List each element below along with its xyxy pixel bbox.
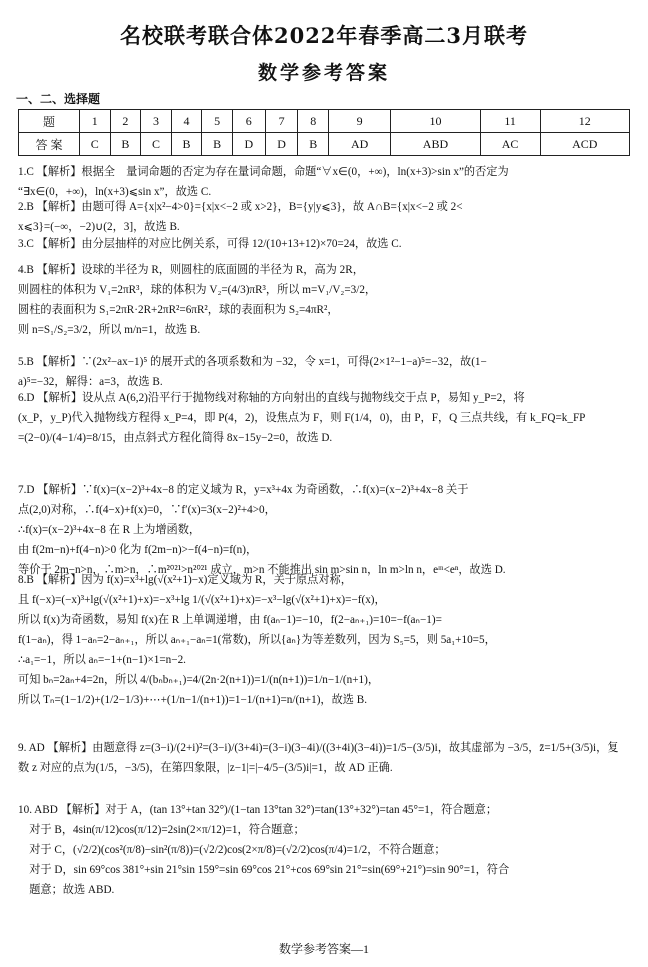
solution-line: 8.B 【解析】因为 f(x)=x³+lg(√(x²+1)−x)定义域为 R，关于原点对称， (18, 574, 352, 586)
solution-line: 9. AD 【解析】由题意得 z=(3−i)/(2+i)²=(3−i)/(3+4i)=(3−i)(3−4i)/((3+4i)(3−4i))=1/5−(3/5)i，故其虚部为 −3/5，z̄=1/5+(3/5)i，复 (18, 742, 619, 754)
page-title: 名校联考联合体2022年春季高二3月联考 (119, 23, 529, 48)
table-cell: 8 (298, 110, 329, 133)
solution-line: 等价于 2m−n>n，∴m>n，∴m²⁰²¹>n²⁰²¹ 成立，m>n 不能推出 sin m>sin n，ln m>ln n，eᵐ<eⁿ，故选 D. (18, 564, 506, 576)
solution-line: =(2−0)/(4−1/4)=8/15，由点斜式方程化简得 8x−15y−2=0，故选 D. (18, 432, 333, 444)
solution-item (18, 570, 634, 710)
solution-line: f(1−aₙ)，得 1−aₙ=2−aₙ₊₁，所以 aₙ₊₁−aₙ=1(常数)，所以{aₙ}为等差数列，因为 S₅=5，则 5a₁+10=5， (18, 634, 496, 646)
table-cell: 11 (480, 110, 540, 133)
solution-line: 2.B 【解析】由题可得 A={x|x²−4>0}={x|x<−2 或 x>2}，B={y|y⩽3}，故 A∩B={x|x<−2 或 2< (18, 201, 463, 213)
table-cell: B (298, 133, 329, 156)
solution-line: (x_P，y_P)代入抛物线方程得 x_P=4，即 P(4，2)，设焦点为 F，则 F(1/4，0)，由 P，F，Q 三点共线，有 k_FQ=k_FP (18, 412, 586, 424)
table-cell: AD (329, 133, 391, 156)
table-cell: ABD (391, 133, 480, 156)
solution-line: 对于 C，(√2/2)(cos²(π/8)−sin²(π/8))=(√2/2)cos(2×π/8)=(√2/2)cos(π/4)=1/2，不符合题意； (18, 844, 446, 856)
solution-item (18, 260, 634, 340)
table-cell: AC (480, 133, 540, 156)
table-row-label: 题 (19, 110, 80, 133)
section-heading: 一、二、选择题 (16, 92, 101, 106)
solution-line: 对于 D，sin 69°cos 381°+sin 21°sin 159°=sin 69°cos 21°+cos 69°sin 21°=sin(69°+21°)=sin 90°=1，符合 (18, 864, 510, 876)
table-cell: D (265, 133, 298, 156)
solution-line: 可知 bₙ=2aₙ+4=2n，所以 4/(bₙbₙ₊₁)=4/(2n·2(n+1))=1/(n(n+1))=1/n−1/(n+1)， (18, 674, 380, 686)
solution-line: 题意；故选 ABD. (18, 884, 115, 896)
page-subtitle: 数学参考答案 (257, 62, 390, 84)
solution-line: 圆柱的表面积为 S₁=2πR·2R+2πR²=6πR²，球的表面积为 S₂=4πR²， (18, 304, 339, 316)
solution-line: ∴a₁=−1，所以 aₙ=−1+(n−1)×1=n−2. (18, 654, 186, 666)
solution-line: 6.D 【解析】设从点 A(6,2)沿平行于抛物线对称轴的方向射出的直线与抛物线交于点 P，易知 y_P=2，将 (18, 392, 525, 404)
table-cell: B (110, 133, 141, 156)
table-cell: 1 (80, 110, 111, 133)
solution-line: 则 n=S₁/S₂=3/2，所以 m/n=1，故选 B. (18, 324, 201, 336)
solution-item (18, 480, 634, 580)
table-cell: 10 (391, 110, 480, 133)
table-cell: ACD (540, 133, 629, 156)
solution-line: 5.B 【解析】∵(2x²−ax−1)⁵ 的展开式的各项系数和为 −32，令 x=1，可得(2×1²−1−a)⁵=−32，故(1− (18, 356, 487, 368)
table-row-label: 答 案 (19, 133, 80, 156)
solution-item (18, 738, 634, 778)
solution-line: 由 f(2m−n)+f(4−n)>0 化为 f(2m−n)>−f(4−n)=f(n)， (18, 544, 258, 556)
solution-item (18, 197, 634, 237)
table-row-answers (19, 133, 630, 156)
solution-line: 则圆柱的体积为 V₁=2πR³，球的体积为 V₂=(4/3)πR³，所以 m=V₁/V₂=3/2， (18, 284, 377, 296)
solution-item (18, 388, 634, 448)
solution-line: 数 z 对应的点为(1/5，−3/5)，在第四象限，|z−1|=|−4/5−(3/5)i|=1，故 AD 正确. (18, 762, 393, 774)
table-cell: C (80, 133, 111, 156)
solution-item (18, 352, 634, 392)
solution-line: 1.C 【解析】根据全 量词命题的否定为存在量词命题，命题“∀x∈(0，+∞)，ln(x+3)>sin x”的否定为 (18, 166, 509, 178)
solution-item (18, 234, 634, 254)
solution-line: “∃x∈(0，+∞)，ln(x+3)⩽sin x”，故选 C. (18, 186, 212, 198)
solution-line: a)⁵=−32，解得：a=3，故选 B. (18, 376, 163, 388)
solution-item (18, 800, 634, 900)
table-cell: D (232, 133, 265, 156)
table-cell: 9 (329, 110, 391, 133)
solution-line: 对于 B，4sin(π/12)cos(π/12)=2sin(2×π/12)=1，符合题意； (18, 824, 305, 836)
table-cell: 7 (265, 110, 298, 133)
solution-line: 所以 Tₙ=(1−1/2)+(1/2−1/3)+⋯+(1/n−1/(n+1))=1−1/(n+1)=n/(n+1)，故选 B. (18, 694, 368, 706)
table-cell: 3 (141, 110, 172, 133)
table-cell: 5 (202, 110, 233, 133)
table-cell: 2 (110, 110, 141, 133)
solution-line: 点(2,0)对称，∴f(4−x)+f(x)=0，∵f′(x)=3(x−2)²+4>0， (18, 504, 276, 516)
table-cell: B (202, 133, 233, 156)
table-cell: C (141, 133, 172, 156)
table-cell: B (171, 133, 202, 156)
solution-line: x⩽3}=(−∞，−2)∪(2，3]，故选 B. (18, 221, 180, 233)
solution-line: 且 f(−x)=(−x)³+lg(√(x²+1)+x)=−x³+lg 1/(√(x²+1)+x)=−x³−lg(√(x²+1)+x)=−f(x)， (18, 594, 386, 606)
table-row-question-numbers (19, 110, 630, 133)
solution-item (18, 162, 634, 202)
table-cell: 6 (232, 110, 265, 133)
table-cell: 12 (540, 110, 629, 133)
solution-line: 10. ABD 【解析】对于 A，(tan 13°+tan 32°)/(1−tan 13°tan 32°)=tan(13°+32°)=tan 45°=1，符合题意； (18, 804, 498, 816)
solution-line: 所以 f(x)为奇函数，易知 f(x)在 R 上单调递增，由 f(aₙ−1)=−10，f(2−aₙ₊₁)=10=−f(aₙ−1)= (18, 614, 442, 626)
solution-line: 3.C 【解析】由分层抽样的对应比例关系，可得 12/(10+13+12)×70=24，故选 C. (18, 238, 402, 250)
table-cell: 4 (171, 110, 202, 133)
solution-line: ∴f(x)=(x−2)³+4x−8 在 R 上为增函数， (18, 524, 201, 536)
solution-line: 7.D 【解析】∵f(x)=(x−2)³+4x−8 的定义域为 R，y=x³+4x 为奇函数，∴f(x)=(x−2)³+4x−8 关于 (18, 484, 469, 496)
page-footer: 数学参考答案—1 (278, 942, 369, 956)
answer-table (18, 109, 630, 156)
solution-line: 4.B 【解析】设球的半径为 R，则圆柱的底面圆的半径为 R，高为 2R， (18, 264, 364, 276)
